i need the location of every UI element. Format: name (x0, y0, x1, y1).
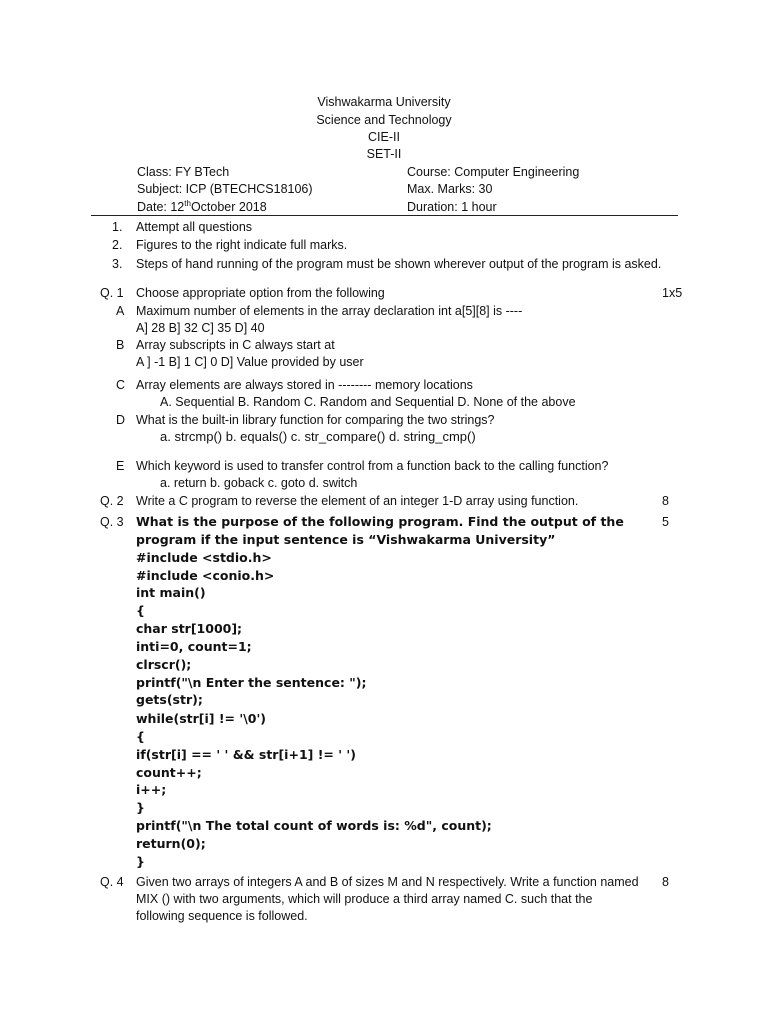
duration-info: Duration: 1 hour (407, 200, 497, 214)
question-label: Q. 1 (100, 286, 124, 300)
sub-question-letter: D (116, 413, 126, 427)
instruction-text: Figures to the right indicate full marks. (136, 238, 348, 252)
sub-question-text: What is the built-in library function for comparing the two strings? (136, 413, 495, 427)
code-line: #include <conio.h> (136, 568, 275, 583)
question-marks: 1x5 (662, 286, 683, 300)
code-line: return(0); (136, 836, 206, 851)
sub-question-letter: C (116, 378, 126, 392)
question-marks: 8 (662, 875, 669, 889)
instruction-number: 3. (112, 257, 123, 271)
sub-question-options: A. Sequential B. Random C. Random and Sequential D. None of the above (160, 395, 576, 409)
code-line: clrscr(); (136, 657, 192, 672)
code-line: char str[1000]; (136, 621, 243, 636)
question-marks: 5 (662, 515, 669, 529)
instruction-number: 1. (112, 220, 123, 234)
question-marks: 8 (662, 494, 669, 508)
sub-question-options: A ] -1 B] 1 C] 0 D] Value provided by user (136, 355, 364, 369)
faculty-name: Science and Technology (316, 113, 452, 127)
question-text-line: MIX () with two arguments, which will produce a third array named C. such that the (136, 892, 593, 906)
university-name: Vishwakarma University (317, 95, 451, 109)
question-label: Q. 3 (100, 515, 124, 529)
sub-question-letter: E (116, 459, 125, 473)
exam-name: CIE-II (368, 130, 400, 144)
code-line: What is the purpose of the following program. Find the output of the (136, 514, 624, 529)
code-line: #include <stdio.h> (136, 550, 272, 565)
code-line: printf("\n Enter the sentence: "); (136, 675, 367, 690)
sub-question-text: Which keyword is used to transfer control from a function back to the calling function? (136, 459, 609, 473)
sub-question-letter: B (116, 338, 125, 352)
instruction-text: Steps of hand running of the program must be shown wherever output of the program is asked. (136, 257, 662, 271)
code-line: { (136, 729, 145, 744)
question-label: Q. 4 (100, 875, 124, 889)
code-line: gets(str); (136, 692, 203, 707)
subject-info: Subject: ICP (BTECHCS18106) (137, 182, 313, 196)
sub-question-text: Maximum number of elements in the array declaration int a[5][8] is ---- (136, 304, 523, 318)
code-line: if(str[i] == ' ' && str[i+1] != ' ') (136, 747, 356, 762)
question-text: Write a C program to reverse the element of an integer 1-D array using function. (136, 494, 579, 508)
instruction-number: 2. (112, 238, 123, 252)
exam-date: Date: 12thOctober 2018 (137, 199, 267, 214)
question-text-line: Given two arrays of integers A and B of sizes M and N respectively. Write a function named (136, 875, 639, 889)
sub-question-text: Array subscripts in C always start at (136, 338, 335, 352)
instruction-text: Attempt all questions (136, 220, 253, 234)
sub-question-text: Array elements are always stored in -------- memory locations (136, 378, 473, 392)
code-line: count++; (136, 765, 202, 780)
question-label: Q. 2 (100, 494, 124, 508)
sub-question-options: a. return b. goback c. goto d. switch (160, 476, 358, 490)
sub-question-options: A] 28 B] 32 C] 35 D] 40 (136, 321, 265, 335)
class-info: Class: FY BTech (137, 165, 230, 179)
course-info: Course: Computer Engineering (407, 165, 580, 179)
code-line: } (136, 854, 145, 869)
max-marks: Max. Marks: 30 (407, 182, 493, 196)
code-line: { (136, 603, 145, 618)
code-line: i++; (136, 782, 167, 797)
set-name: SET-II (366, 147, 402, 161)
code-line: printf("\n The total count of words is: %d", count); (136, 818, 492, 833)
sub-question-options: a. strcmp() b. equals() c. str_compare() d. string_cmp() (160, 429, 476, 444)
question-text-line: following sequence is followed. (136, 909, 308, 923)
code-line: } (136, 800, 145, 815)
code-line: while(str[i] != '\0') (136, 711, 267, 726)
code-line: int main() (136, 585, 206, 600)
sub-question-letter: A (116, 304, 125, 318)
header-divider (91, 215, 678, 216)
code-line: program if the input sentence is “Vishwakarma University” (136, 532, 556, 547)
question-title: Choose appropriate option from the following (136, 286, 385, 300)
code-line: inti=0, count=1; (136, 639, 252, 654)
